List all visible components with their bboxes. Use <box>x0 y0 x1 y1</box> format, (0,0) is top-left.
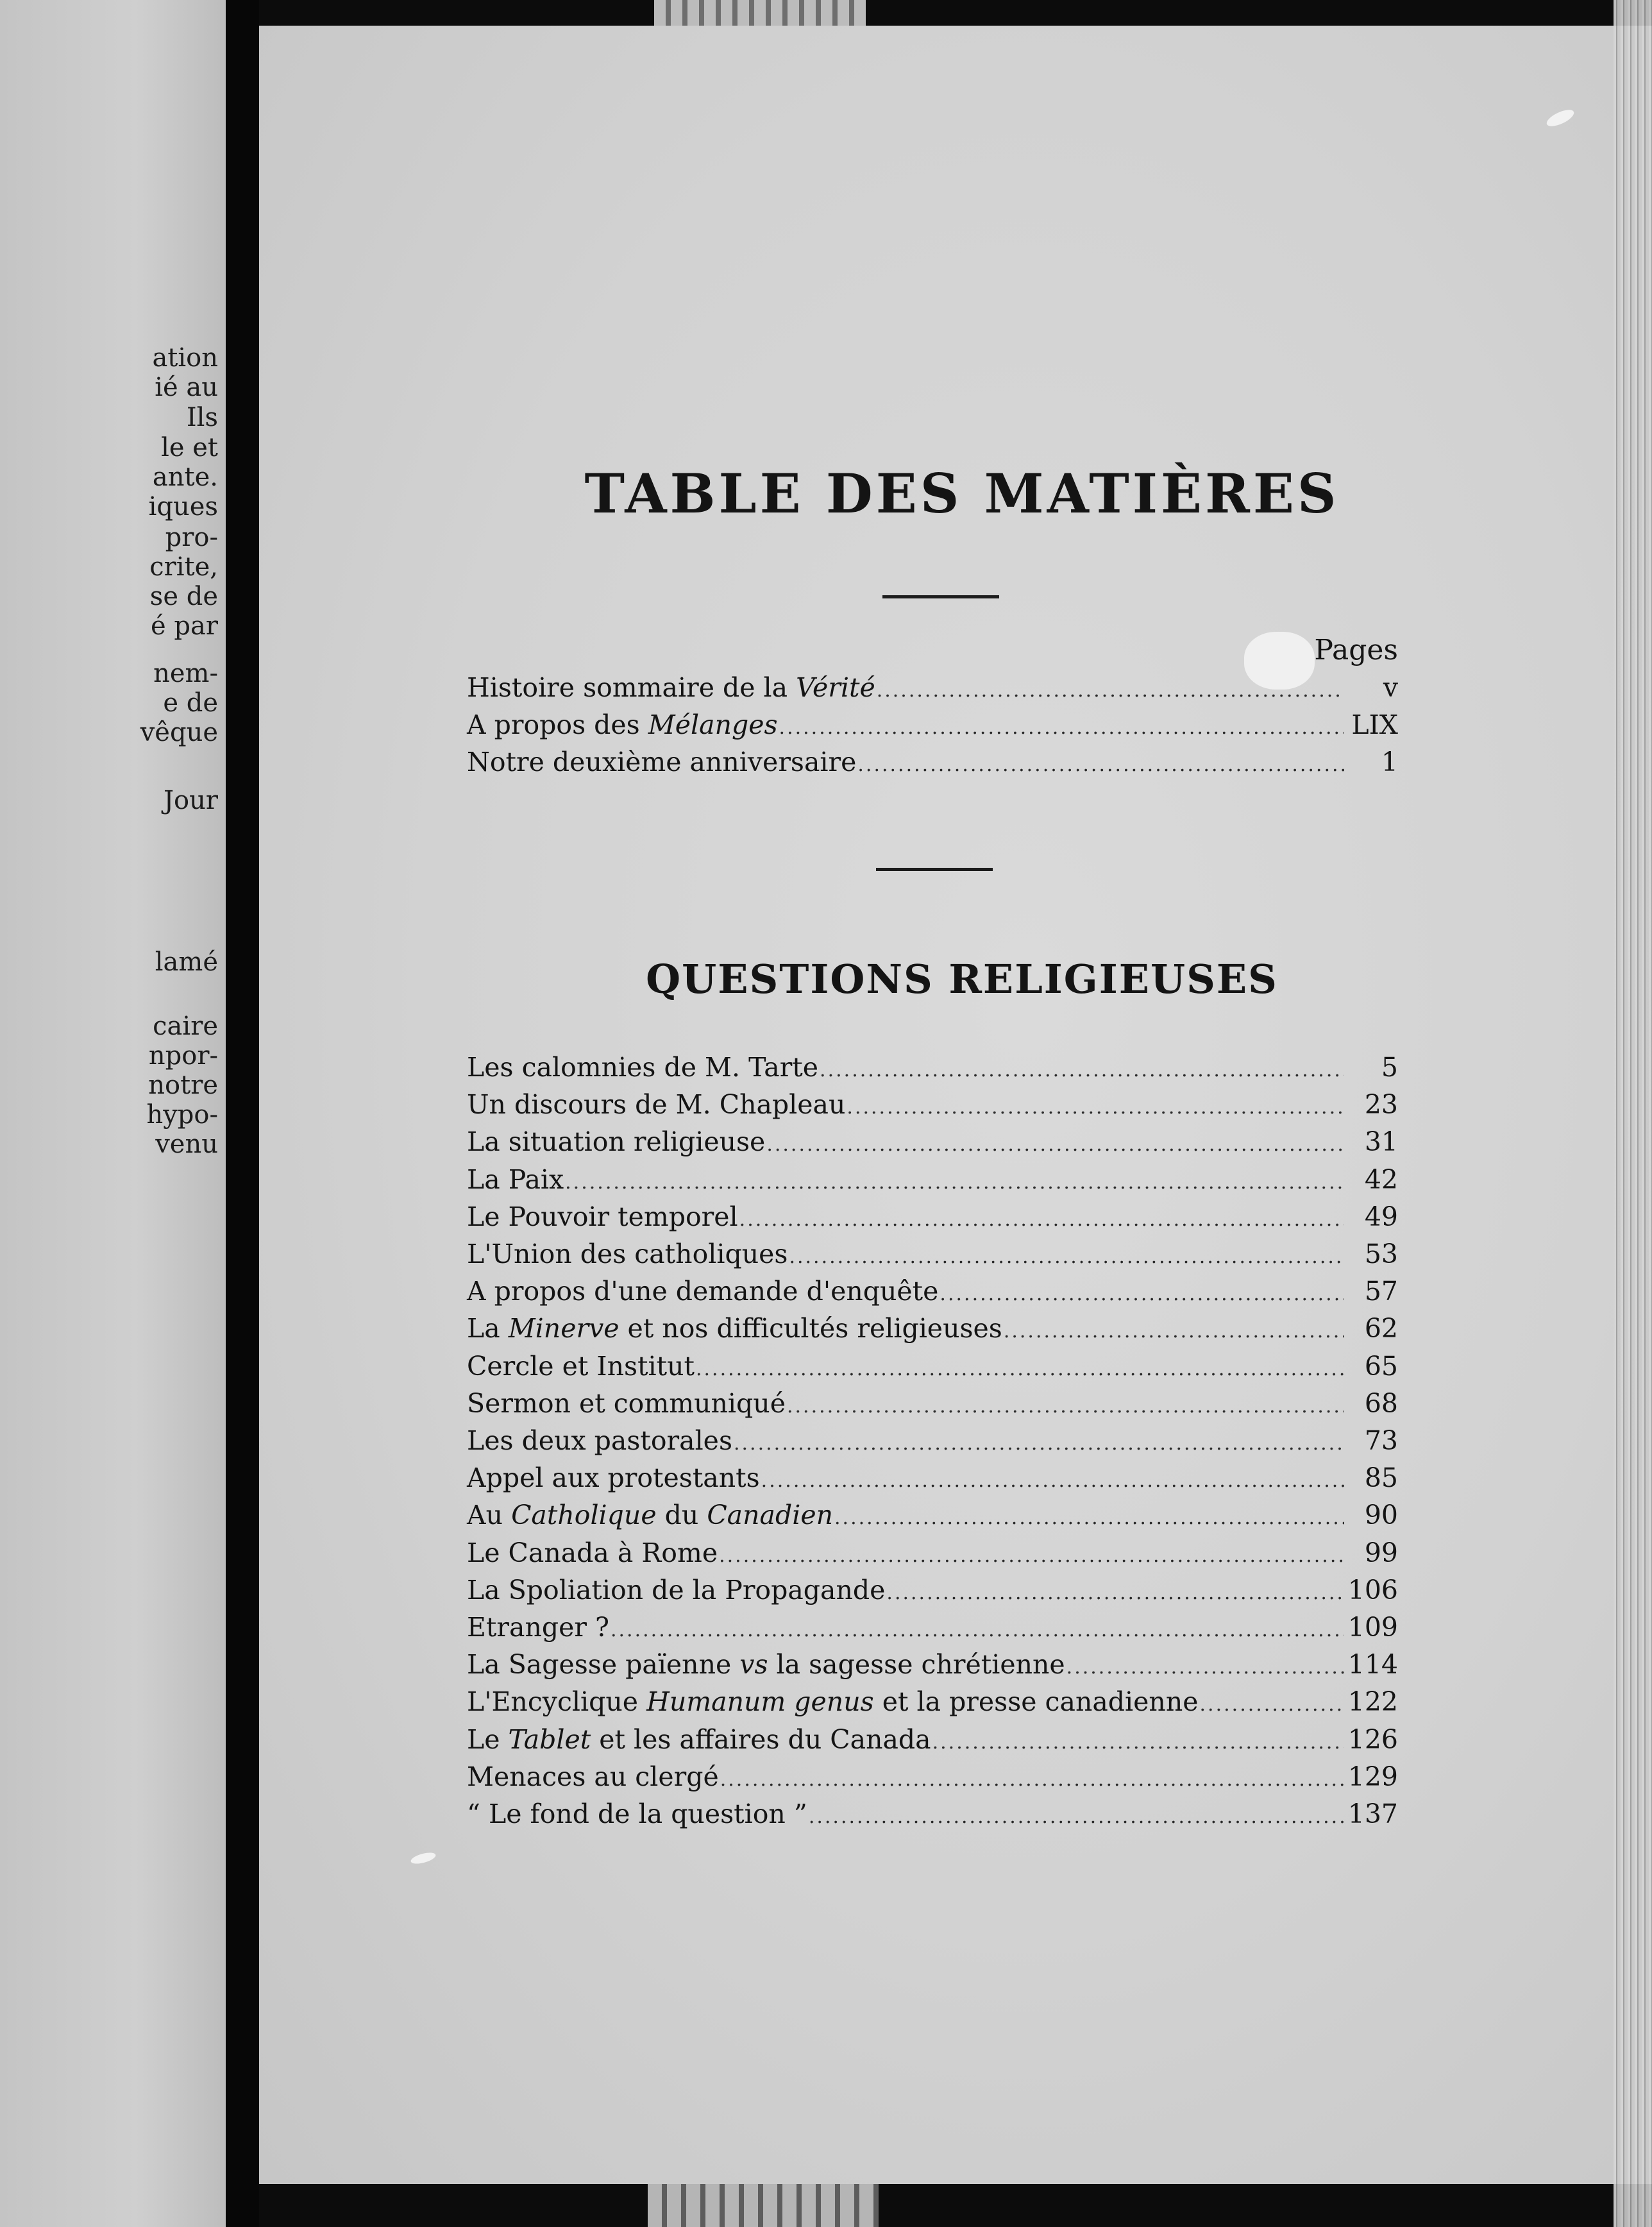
section-rule <box>876 868 993 871</box>
toc-entry <box>467 1758 1398 1795</box>
toc-entry-title: Le Canada à Rome <box>467 1537 718 1568</box>
dot-leader <box>1200 1686 1344 1723</box>
toc-entry <box>467 1422 1398 1459</box>
toc-entry-page: 31 <box>1364 1126 1398 1158</box>
toc-entry <box>467 1123 1398 1160</box>
toc-entry-page: 5 <box>1381 1052 1398 1083</box>
toc-entry-page: 114 <box>1347 1649 1398 1681</box>
toc-entry-title: A propos d'une demande d'enquête <box>467 1276 939 1307</box>
left-page-fragment: ation <box>152 343 218 373</box>
toc-entry-title: Cercle et Institut <box>467 1350 695 1382</box>
dot-leader <box>766 1126 1344 1164</box>
left-page-fragment: npor- <box>148 1041 218 1071</box>
dot-leader <box>565 1164 1344 1201</box>
left-page-fragment: ié au <box>155 373 218 402</box>
left-page-fragment: caire <box>153 1012 218 1041</box>
toc-entry-title: Un discours de M. Chapleau <box>467 1089 846 1121</box>
dot-leader <box>779 709 1344 747</box>
toc-entry <box>467 1273 1398 1310</box>
title-rule <box>882 595 999 598</box>
toc-entry <box>467 1049 1398 1086</box>
toc-entry <box>467 1161 1398 1198</box>
toc-entry <box>467 1459 1398 1496</box>
left-page-fragment: notre <box>148 1071 218 1100</box>
toc-entry-title: L'Encyclique Humanum genus et la presse canadienne <box>467 1686 1199 1718</box>
left-page-fragment: iques <box>148 492 218 521</box>
toc-entry-title: Histoire sommaire de la Vérité <box>467 672 875 703</box>
toc-entry <box>467 1496 1398 1534</box>
dot-leader <box>1004 1313 1344 1350</box>
toc-entry-page: 109 <box>1347 1612 1398 1643</box>
dot-leader <box>611 1612 1344 1649</box>
dot-leader <box>789 1239 1344 1276</box>
toc-entry-title: La Sagesse païenne vs la sagesse chrétienne <box>467 1649 1065 1681</box>
toc-entry <box>467 669 1398 706</box>
toc-entry-title: A propos des Mélanges <box>467 709 778 740</box>
toc-entry-page: 126 <box>1347 1723 1398 1755</box>
toc-entry-title: Menaces au clergé <box>467 1761 719 1792</box>
toc-entry-title: Le Tablet et les affaires du Canada <box>467 1723 931 1755</box>
dot-leader <box>739 1201 1344 1239</box>
toc-entry-page: 99 <box>1364 1537 1398 1568</box>
toc-entry-page: 1 <box>1381 747 1398 777</box>
dot-leader <box>696 1351 1344 1388</box>
toc-entry <box>467 1683 1398 1720</box>
toc-entry <box>467 1609 1398 1646</box>
dot-leader <box>877 672 1344 709</box>
toc-entry <box>467 1086 1398 1123</box>
toc-entry-title: Appel aux protestants <box>467 1462 760 1494</box>
left-page-fragment: le et <box>161 433 218 462</box>
toc-entry-page: 57 <box>1364 1276 1398 1307</box>
toc-entry <box>467 706 1398 743</box>
left-page-fragment: hypo- <box>146 1100 218 1130</box>
toc-entry-title: Etranger ? <box>467 1612 609 1643</box>
toc-entry-title: Les calomnies de M. Tarte <box>467 1052 819 1083</box>
dot-leader <box>847 1089 1344 1126</box>
section-title: QUESTIONS RELIGIEUSES <box>646 956 1278 1003</box>
left-page-fragment: Jour <box>164 786 218 815</box>
left-page-fragment: é par <box>151 611 218 641</box>
toc-entry-title: Sermon et communiqué <box>467 1387 786 1419</box>
toc-entry-title: L'Union des catholiques <box>467 1239 788 1269</box>
dot-leader <box>932 1724 1344 1761</box>
toc-entry-page: 122 <box>1347 1686 1398 1718</box>
toc-entry-title: Les deux pastorales <box>467 1425 732 1456</box>
toc-entry-page: 106 <box>1347 1574 1398 1605</box>
toc-entry-page: 90 <box>1364 1500 1398 1531</box>
page-edge-stripe <box>1614 0 1652 2227</box>
top-binding-strip <box>654 0 866 27</box>
left-page-fragment: e de <box>163 688 218 718</box>
book-spine <box>226 0 259 2227</box>
left-page-fragment: venu <box>155 1130 218 1159</box>
toc-entry <box>467 1795 1398 1833</box>
toc-entry-title: Au Catholique du Canadien <box>467 1500 834 1531</box>
toc-entry-page: 49 <box>1364 1201 1398 1232</box>
dot-leader <box>857 747 1344 784</box>
toc-entry-page: 137 <box>1347 1799 1398 1829</box>
toc-entry-title: Le Pouvoir temporel <box>467 1201 738 1232</box>
dot-leader <box>1066 1649 1344 1686</box>
left-page-fragment: ante. <box>152 462 218 492</box>
toc-entry <box>467 1310 1398 1347</box>
toc-entry-page: 85 <box>1364 1462 1398 1494</box>
dot-leader <box>761 1462 1344 1500</box>
toc-entry <box>467 1721 1398 1758</box>
dot-leader <box>809 1799 1344 1836</box>
left-page-fragment: vêque <box>140 718 218 747</box>
dot-leader <box>834 1500 1344 1537</box>
pages-column-label: Pages <box>1314 634 1398 666</box>
left-page-fragment: se de <box>149 582 218 611</box>
toc-entry-page: 129 <box>1347 1761 1398 1792</box>
toc-entry-title: La situation religieuse <box>467 1126 766 1158</box>
bottom-binding-strip <box>648 2184 879 2227</box>
toc-entry <box>467 1534 1398 1571</box>
toc-entry-title: La Spoliation de la Propagande <box>467 1574 886 1605</box>
toc-entry-page: LIX <box>1351 709 1398 740</box>
dot-leader <box>719 1537 1344 1575</box>
toc-entry <box>467 1571 1398 1609</box>
toc-entry <box>467 1385 1398 1422</box>
page-title: TABLE DES MATIÈRES <box>584 462 1340 525</box>
toc-entry <box>467 1646 1398 1683</box>
left-page-fragment: lamé <box>155 947 218 977</box>
toc-entry-page: 23 <box>1364 1089 1398 1121</box>
toc-entry-title: La Paix <box>467 1164 564 1195</box>
toc-entry <box>467 1235 1398 1273</box>
toc-entry-page: 73 <box>1364 1425 1398 1456</box>
toc-entry-page: 68 <box>1364 1387 1398 1419</box>
left-page-fragment: Ils <box>186 403 218 432</box>
toc-entry <box>467 743 1398 781</box>
toc-entry-page: v <box>1383 672 1398 703</box>
toc-entry-page: 53 <box>1364 1239 1398 1269</box>
toc-entry <box>467 1198 1398 1235</box>
toc-entry-title: La Minerve et nos difficultés religieuses <box>467 1313 1002 1344</box>
left-page-fragment: nem- <box>153 659 218 688</box>
dot-leader <box>734 1425 1344 1462</box>
dot-leader <box>940 1276 1344 1313</box>
toc-entry-page: 65 <box>1364 1350 1398 1382</box>
left-page-fragment: crite, <box>149 552 218 582</box>
toc-entry <box>467 1348 1398 1385</box>
dot-leader <box>820 1052 1344 1089</box>
left-page-edge <box>0 0 226 2227</box>
left-page-fragment: pro- <box>165 523 218 552</box>
toc-entry-page: 42 <box>1364 1164 1398 1195</box>
dot-leader <box>886 1575 1344 1612</box>
dot-leader <box>720 1761 1344 1799</box>
toc-entry-title: Notre deuxième anniversaire <box>467 747 857 777</box>
toc-entry-title: “ Le fond de la question ” <box>467 1799 807 1829</box>
dot-leader <box>787 1388 1344 1425</box>
toc-entry-page: 62 <box>1364 1313 1398 1344</box>
